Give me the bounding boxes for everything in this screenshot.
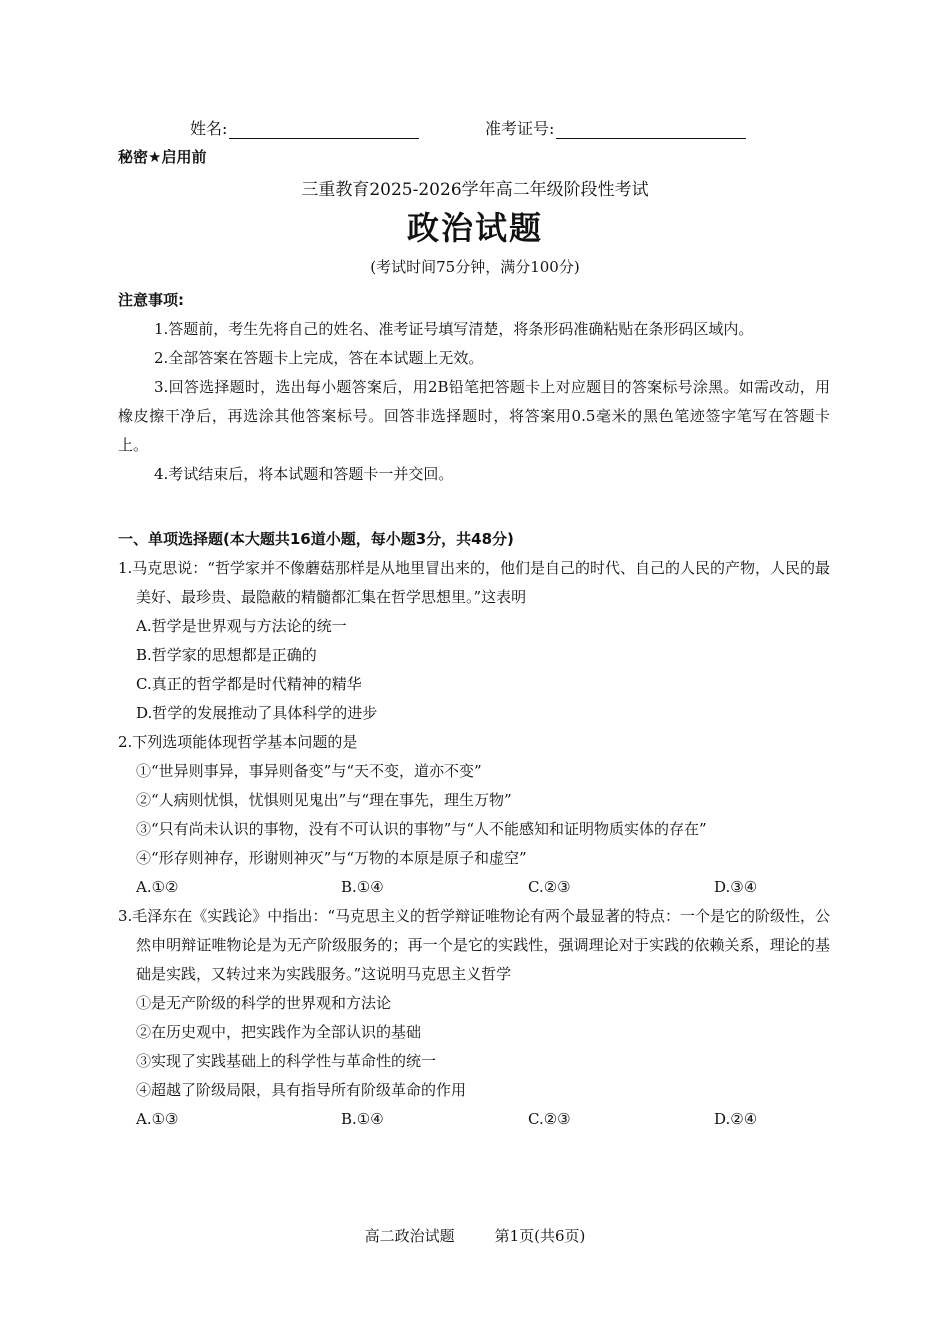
question-item: ④“形存则神存，形谢则神灭”与“万物的本原是原子和虚空” (136, 849, 527, 867)
question-item: ①是无产阶级的科学的世界观和方法论 (136, 994, 392, 1012)
question-item: ④超越了阶级局限，具有指导所有阶级革命的作用 (136, 1081, 467, 1099)
question-option: D.哲学的发展推动了具体科学的进步 (136, 704, 378, 722)
answer-choice: A.①② (136, 878, 179, 896)
question-item: ③“只有尚未认识的事物，没有不可认识的事物”与“人不能感知和证明物质实体的存在” (136, 820, 707, 838)
answer-choice: B.①④ (341, 1110, 384, 1128)
name-field[interactable] (190, 116, 419, 139)
page-title: 政治试题 (406, 209, 543, 247)
answer-choice: D.②④ (714, 1110, 758, 1128)
note-item: 3.回答选择题时，选出每小题答案后，用2B铅笔把答题卡上对应题目的答案标号涂黑。如需改动，用橡皮擦干净后，再选涂其他答案标号。回答非选择题时，将答案用0.5毫米的黑色笔迹签字笔写在答题卡上。 (118, 378, 830, 454)
question-option: B.哲学家的思想都是正确的 (136, 646, 317, 664)
question-item: ③实现了实践基础上的科学性与革命性的统一 (136, 1052, 437, 1070)
footer-page-number: 第1页(共6页) (494, 1227, 586, 1245)
question-stem-1: 1.马克思说：“哲学家并不像蘑菇那样是从地里冒出来的，他们是自己的时代、自己的人民的产物，人民的最美好、最珍贵、最隐蔽的精髓都汇集在哲学思想里。”这表明 (118, 559, 830, 606)
id-label: 准考证号: (485, 119, 555, 138)
question-item: ①“世异则事异，事异则备变”与“天不变，道亦不变” (136, 762, 482, 780)
answer-choice: C.②③ (528, 878, 571, 896)
question-option: C.真正的哲学都是时代精神的精华 (136, 675, 362, 693)
notes-heading: 注意事项: (118, 291, 184, 309)
section-heading: 一、单项选择题(本大题共16道小题，每小题3分，共48分) (118, 530, 514, 548)
note-item: 4.考试结束后，将本试题和答题卡一并交回。 (154, 465, 454, 483)
footer-subject: 高二政治试题 (364, 1227, 455, 1245)
name-underline[interactable] (229, 122, 419, 139)
answer-choice: C.②③ (528, 1110, 571, 1128)
note-item: 2.全部答案在答题卡上完成，答在本试题上无效。 (154, 349, 484, 367)
id-underline[interactable] (556, 122, 746, 139)
question-item: ②在历史观中，把实践作为全部认识的基础 (136, 1023, 422, 1041)
question-stem-3: 3.毛泽东在《实践论》中指出：“马克思主义的哲学辩证唯物论有两个最显著的特点：一个是它的阶级性，公然申明辩证唯物论是为无产阶级服务的；再一个是它的实践性，强调理论对于实践的依赖关系，理论的基础是实践，又转过来为实践服务。”这说明马克思主义哲学 (118, 907, 830, 983)
answer-choice: A.①③ (136, 1110, 179, 1128)
question-stem-2: 2.下列选项能体现哲学基本问题的是 (118, 733, 358, 751)
question-item: ②“人病则忧惧，忧惧则见鬼出”与“理在事先，理生万物” (136, 791, 512, 809)
answer-choices-3 (136, 1105, 830, 1134)
answer-choice: B.①④ (341, 878, 384, 896)
answer-choices-2 (136, 873, 830, 902)
answer-choice: D.③④ (714, 878, 758, 896)
secret-mark: 秘密★启用前 (118, 148, 207, 166)
exam-content (118, 286, 830, 1134)
id-field[interactable] (485, 116, 746, 139)
question-option: A.哲学是世界观与方法论的统一 (136, 617, 347, 635)
note-item: 1.答题前，考生先将自己的姓名、准考证号填写清楚，将条形码准确粘贴在条形码区域内。 (154, 320, 754, 338)
name-label: 姓名: (190, 119, 228, 138)
org-line: 三重教育2025-2026学年高二年级阶段性考试 (301, 180, 649, 200)
candidate-fields (190, 116, 790, 140)
exam-subtitle: (考试时间75分钟，满分100分) (370, 258, 580, 276)
page-footer (0, 1225, 950, 1246)
